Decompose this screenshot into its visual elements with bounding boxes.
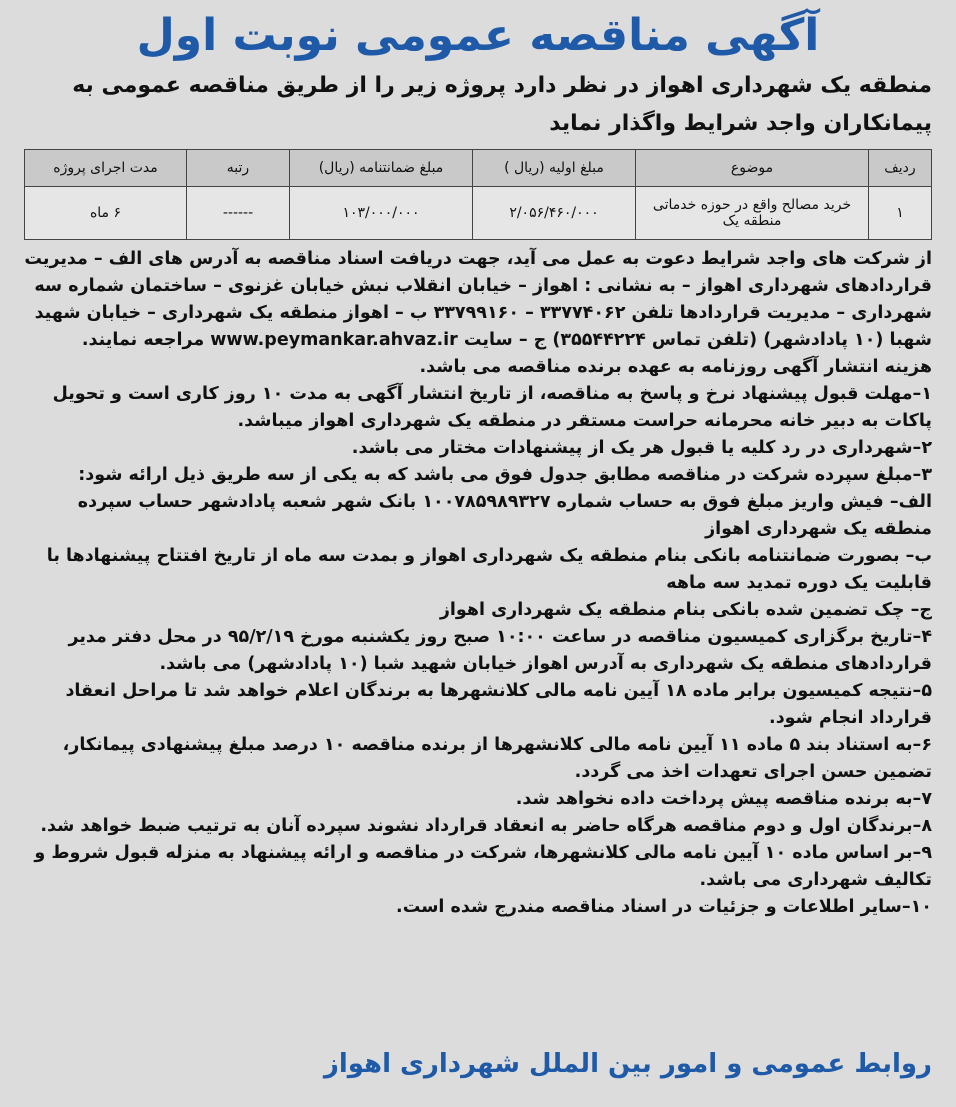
cell-rank: ------: [187, 187, 290, 240]
cell-duration: ۶ ماه: [25, 187, 187, 240]
cell-row-number: ۱: [869, 187, 932, 240]
header-subject: موضوع: [636, 150, 869, 187]
clause-5: ۵–نتیجه کمیسیون برابر ماده ۱۸ آیین نامه مالی کلانشهرها به برندگان اعلام خواهد شد تا مراحل انعقاد قرارداد انجام شود.: [65, 681, 932, 728]
cell-subject: خرید مصالح واقع در حوزه خدماتی منطقه یک: [636, 187, 869, 240]
cell-initial-amount: ۲/۰۵۶/۴۶۰/۰۰۰: [473, 187, 636, 240]
header-row-number: ردیف: [869, 150, 932, 187]
tender-table: [24, 149, 932, 240]
clause-3-b: ب– بصورت ضمانتنامه بانکی بنام منطقه یک شهرداری اهواز و بمدت سه ماه از تاریخ افتتاح پیشنهادها با قابلیت یک دوره تمدید سه ماهه: [46, 546, 932, 593]
header-rank: رتبه: [187, 150, 290, 187]
clause-8: ۸–برندگان اول و دوم مناقصه هرگاه حاضر به انعقاد قرارداد نشوند سپرده آنان به ترتیب ضبط خواهد شد.: [40, 816, 932, 836]
header-initial-amount: مبلغ اولیه (ریال ): [473, 150, 636, 187]
clause-4: ۴–تاریخ برگزاری کمیسیون مناقصه در ساعت ۱۰:۰۰ صبح روز یکشنبه مورخ ۹۵/۲/۱۹ در محل دفتر مدیر قراردادهای منطقه یک شهرداری به آدرس اهواز خیابان شهید شبا (۱۰ پادادشهر) می باشد.: [68, 627, 932, 674]
clause-3-a: الف– فیش واریز مبلغ فوق به حساب شماره ۱۰۰۷۸۵۹۸۹۳۲۷ بانک شهر شعبه پادادشهر حساب سپرده منطقه یک شهرداری اهواز: [77, 492, 932, 539]
notice-title: آگهی مناقصه عمومی نوبت اول: [136, 10, 820, 61]
cell-guarantee-amount: ۱۰۳/۰۰۰/۰۰۰: [290, 187, 473, 240]
clause-2: ۲–شهرداری در رد کلیه یا قبول هر یک از پیشنهادات مختار می باشد.: [351, 438, 932, 458]
clause-3-c: ج– چک تضمین شده بانکی بنام منطقه یک شهرداری اهواز: [439, 600, 932, 620]
clause-9: ۹–بر اساس ماده ۱۰ آیین نامه مالی کلانشهرها، شرکت در مناقصه و ارائه پیشنهاد به منزله قبول شروط و تکالیف شهرداری می باشد.: [34, 843, 932, 890]
clause-1: ۱–مهلت قبول پیشنهاد نرخ و پاسخ به مناقصه، از تاریخ انتشار آگهی به مدت ۱۰ روز کاری است و تحویل پاکات به دبیر خانه محرمانه حراست مستقر در منطقه یک شهرداری اهواز میباشد.: [52, 384, 932, 431]
intro-text: منطقه یک شهرداری اهواز در نظر دارد پروژه زیر را از طریق مناقصه عمومی به پیمانکاران واجد شرایط واگذار نماید: [72, 73, 932, 136]
footer-signature: روابط عمومی و امور بین الملل شهرداری اهواز: [323, 1049, 932, 1079]
header-guarantee-amount: مبلغ ضمانتنامه (ریال): [290, 150, 473, 187]
clause-7: ۷–به برنده مناقصه پیش پرداخت داده نخواهد شد.: [515, 789, 932, 809]
clause-6: ۶–به استناد بند ۵ ماده ۱۱ آیین نامه مالی کلانشهرها از برنده مناقصه ۱۰ درصد مبلغ پیشنهادی پیمانکار، تضمین حسن اجرای تعهدات اخذ می گردد.: [62, 735, 932, 782]
paragraph-invitation: از شرکت های واجد شرایط دعوت به عمل می آید، جهت دریافت اسناد مناقصه به آدرس های الف – مدیریت قراردادهای شهرداری اهواز – به نشانی : اهواز – خیابان انقلاب نبش خیابان غزنوی – ساختمان شماره سه شهرداری – مدیریت قراردادها تلفن ۳۳۷۷۴۰۶۲ – ۳۳۷۹۹۱۶۰ ب – اهواز منطقه یک شهرداری – خیابان شهید شهبا (۱۰ پادادشهر) (تلفن تماس ۳۵۵۴۴۲۲۴) ج – سایت www.peymankar.ahvaz.ir مراجعه نمایند.: [24, 249, 932, 350]
table-header-row: [25, 150, 932, 187]
notice-body: [10, 240, 946, 921]
clause-3: ۳–مبلغ سپرده شرکت در مناقصه مطابق جدول فوق می باشد که به یکی از سه طریق ذیل ارائه شود:: [78, 465, 932, 485]
header-duration: مدت اجرای پروژه: [25, 150, 187, 187]
table-row: [25, 187, 932, 240]
paragraph-cost: هزینه انتشار آگهی روزنامه به عهده برنده مناقصه می باشد.: [419, 357, 932, 377]
clause-10: ۱۰–سایر اطلاعات و جزئیات در اسناد مناقصه مندرج شده است.: [396, 897, 932, 917]
tender-notice: [10, 10, 946, 1087]
